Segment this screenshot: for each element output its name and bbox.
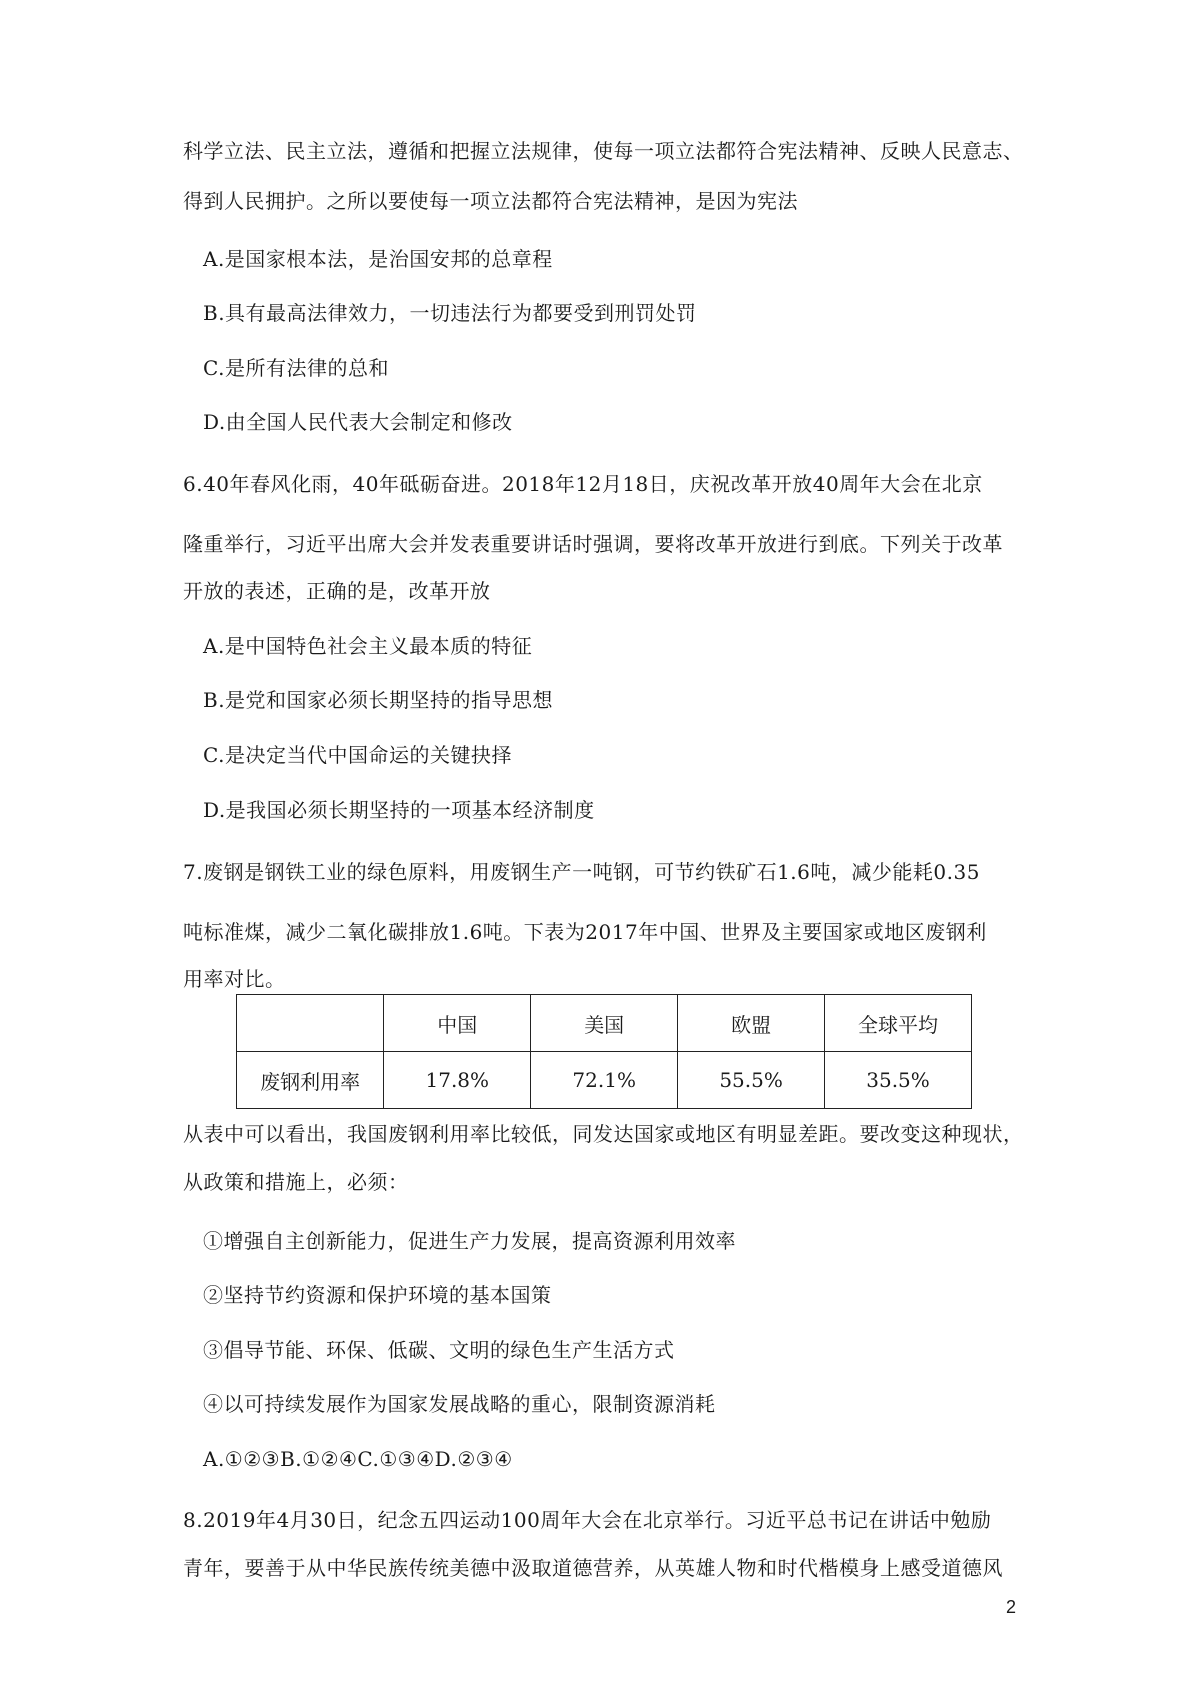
q7-item-3: ③倡导节能、环保、低碳、文明的绿色生产生活方式 [203,1338,675,1362]
q5-stem-line-2: 得到人民拥护。之所以要使每一项立法都符合宪法精神，是因为宪法 [183,189,798,213]
q6-option-b: B.是党和国家必须长期坚持的指导思想 [203,688,554,712]
q7-stem-line-2: 吨标准煤，减少二氧化碳排放1.6吨。下表为2017年中国、世界及主要国家或地区废钢利 [183,920,987,944]
q5-option-b: B.具有最高法律效力，一切违法行为都要受到刑罚处罚 [203,301,697,325]
table-cell: 35.5% [825,1052,972,1109]
table-header-row [237,995,972,1052]
table-cell: 17.8% [384,1052,531,1109]
q6-stem-line-3: 开放的表述，正确的是，改革开放 [183,579,491,603]
q5-option-c: C.是所有法律的总和 [203,356,389,380]
q7-item-4: ④以可持续发展作为国家发展战略的重心，限制资源消耗 [203,1392,716,1416]
q5-stem-line-1: 科学立法、民主立法，遵循和把握立法规律，使每一项立法都符合宪法精神、反映人民意志、 [183,139,1024,163]
q8-stem-line-2: 青年，要善于从中华民族传统美德中汲取道德营养，从英雄人物和时代楷模身上感受道德风 [183,1556,1003,1580]
q7-item-2: ②坚持节约资源和保护环境的基本国策 [203,1283,552,1307]
table-header-cell [237,995,384,1052]
q6-option-d: D.是我国必须长期坚持的一项基本经济制度 [203,798,595,822]
q7-choices: A.①②③B.①②④C.①③④D.②③④ [203,1447,513,1471]
q6-option-a: A.是中国特色社会主义最本质的特征 [203,634,533,658]
table-header-cell: 欧盟 [678,995,825,1052]
table-header-cell: 美国 [531,995,678,1052]
q6-stem-line-2: 隆重举行，习近平出席大会并发表重要讲话时强调，要将改革开放进行到底。下列关于改革 [183,532,1003,556]
table-row [237,1052,972,1109]
q7-stem-line-3: 用率对比。 [183,967,286,991]
q6-option-c: C.是决定当代中国命运的关键抉择 [203,743,512,767]
q7-after-line-2: 从政策和措施上，必须： [183,1170,409,1194]
q5-option-a: A.是国家根本法，是治国安邦的总章程 [203,247,553,271]
q7-item-1: ①增强自主创新能力，促进生产力发展，提高资源利用效率 [203,1229,736,1253]
table-header-cell: 全球平均 [825,995,972,1052]
table-cell: 55.5% [678,1052,825,1109]
page-number: 2 [1006,1597,1017,1617]
q8-stem-line-1: 8.2019年4月30日，纪念五四运动100周年大会在北京举行。习近平总书记在讲话中勉励 [183,1508,992,1532]
q7-after-line-1: 从表中可以看出，我国废钢利用率比较低，同发达国家或地区有明显差距。要改变这种现状， [183,1122,1024,1146]
q5-option-d: D.由全国人民代表大会制定和修改 [203,410,513,434]
table-cell: 72.1% [531,1052,678,1109]
steel-utilization-table [236,994,972,1109]
q6-stem-line-1: 6.40年春风化雨，40年砥砺奋进。2018年12月18日，庆祝改革开放40周年大会在北京 [183,472,983,496]
table-header-cell: 中国 [384,995,531,1052]
table-cell: 废钢利用率 [237,1052,384,1109]
q7-stem-line-1: 7.废钢是钢铁工业的绿色原料，用废钢生产一吨钢，可节约铁矿石1.6吨，减少能耗0.35 [183,860,980,884]
